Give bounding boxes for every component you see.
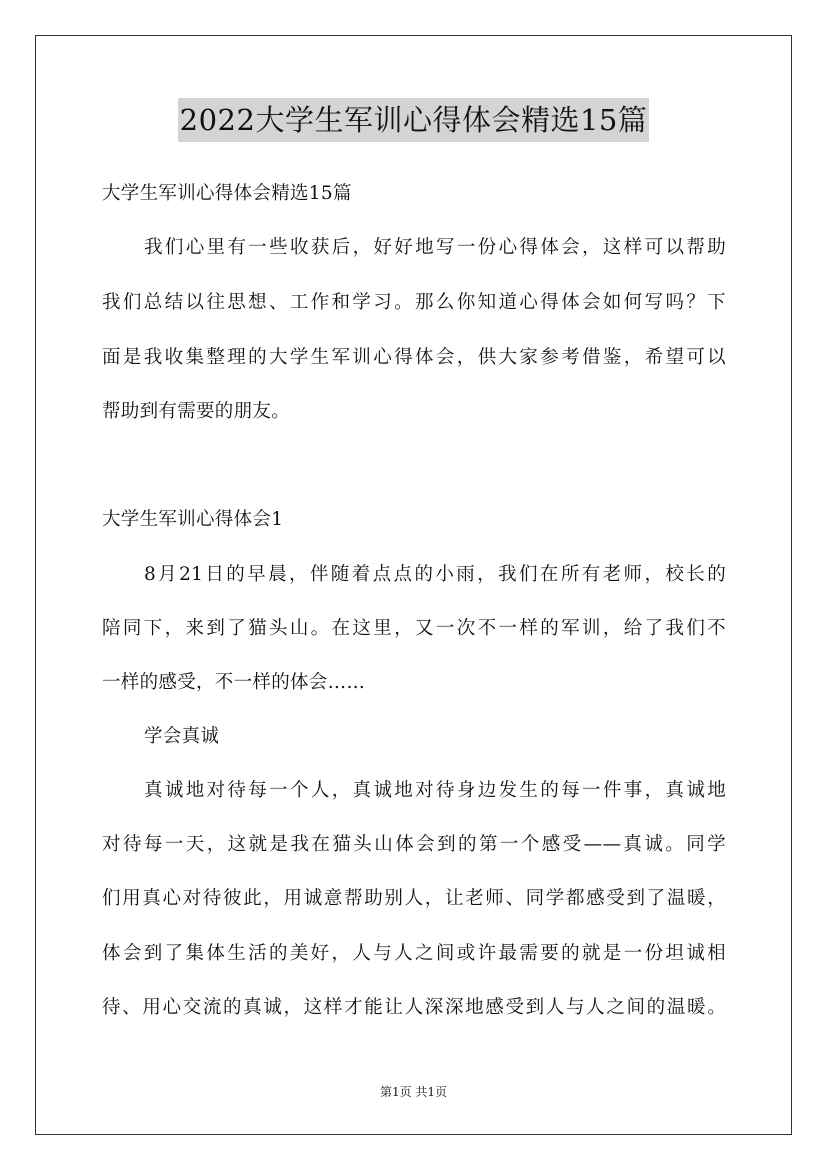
paragraph-line: 对待每一天，这就是我在猫头山体会到的第一个感受——真诚。同学 [102,834,726,855]
paragraph-line: 8月21日的早晨，伴随着点点的小雨，我们在所有老师，校长的 [144,564,726,585]
paragraph-line: 一样的感受，不一样的体会…… [102,672,366,693]
paragraph-line: 们用真心对待彼此，用诚意帮助别人，让老师、同学都感受到了温暖， [102,888,726,909]
intro-line: 我们心里有一些收获后，好好地写一份心得体会，这样可以帮助 [144,237,726,258]
subheading: 学会真诚 [144,726,220,747]
document-title: 2022大学生军训心得体会精选15篇 [178,98,650,142]
paragraph-line: 陪同下，来到了猫头山。在这里，又一次不一样的军训，给了我们不 [102,618,726,639]
intro-line: 面是我收集整理的大学生军训心得体会，供大家参考借鉴，希望可以 [102,347,726,368]
intro-line: 帮助到有需要的朋友。 [102,401,291,422]
paragraph-line: 待、用心交流的真诚，这样才能让人深深地感受到人与人之间的温暖。 [102,997,726,1018]
title-container [0,98,827,142]
intro-line: 我们总结以往思想、工作和学习。那么你知道心得体会如何写吗？下 [102,292,726,313]
document-subtitle: 大学生军训心得体会精选15篇 [102,183,352,204]
paragraph-line: 真诚地对待每一个人，真诚地对待身边发生的每一件事，真诚地 [144,780,726,801]
section-heading: 大学生军训心得体会1 [102,509,284,530]
page-footer: 第1页 共1页 [379,1085,448,1099]
paragraph-line: 体会到了集体生活的美好，人与人之间或许最需要的就是一份坦诚相 [102,943,726,964]
